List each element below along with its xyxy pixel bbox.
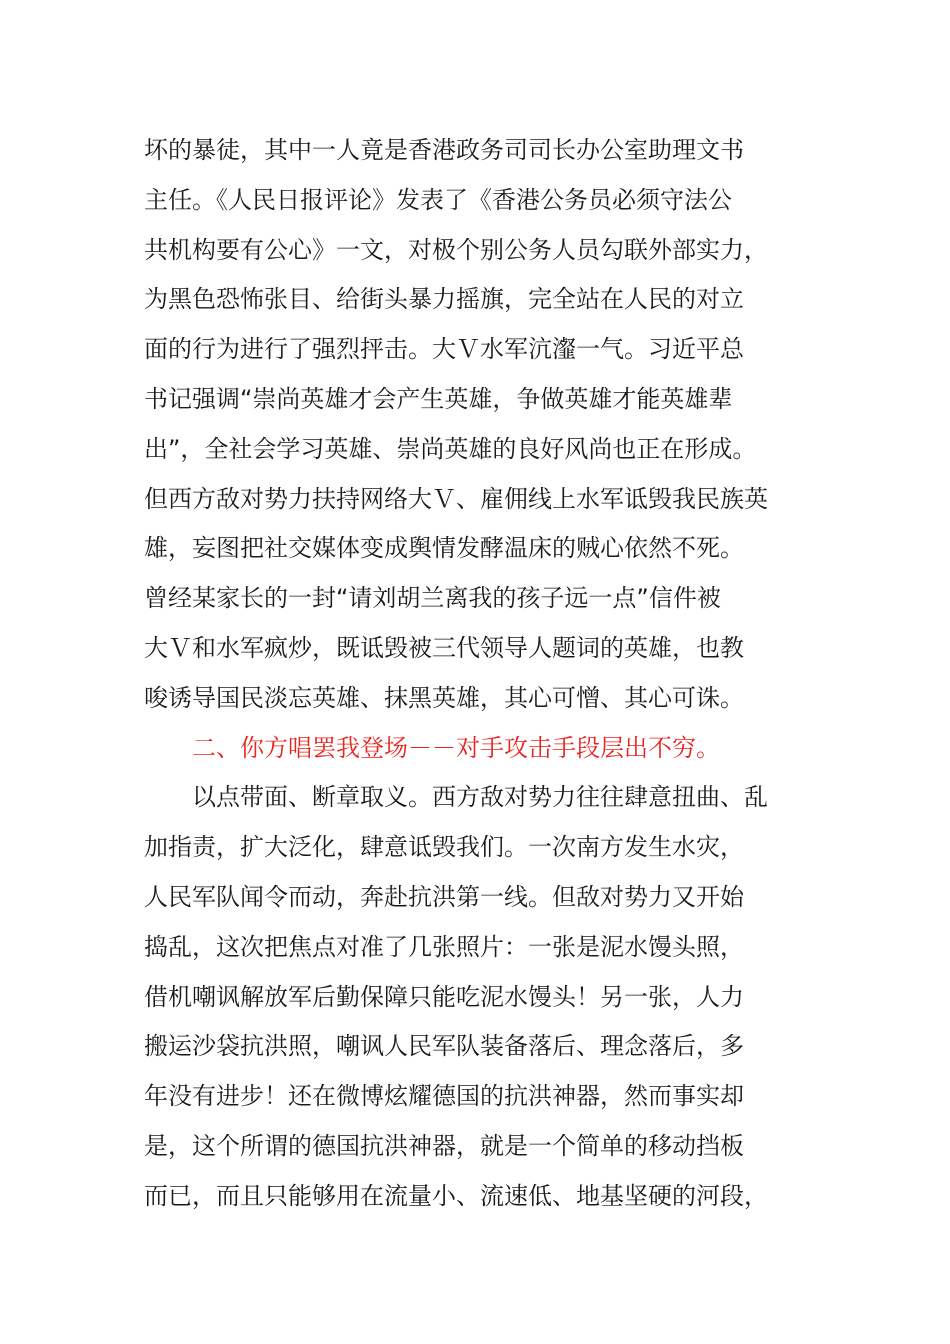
text-line: 大Ｖ和水军疯炒，既诋毁被三代领导人题词的英雄，也教: [144, 633, 744, 662]
text-line: 主任。《人民日报评论》发表了《香港公务员必须守法公: [144, 185, 732, 214]
text-line: 出”，全社会学习英雄、崇尚英雄的良好风尚也正在形成。: [144, 434, 757, 463]
section-heading: 二、你方唱罢我登场－－对手攻击手段层出不穷。: [192, 733, 720, 762]
text-line: 坏的暴徒，其中一人竟是香港政务司司长办公室助理文书: [144, 136, 744, 164]
text-line: 唆诱导国民淡忘英雄、抹黑英雄，其心可憎、其心可诛。: [144, 683, 744, 712]
text-line: 搬运沙袋抗洪照，嘲讽人民军队装备落后、理念落后，多: [144, 1032, 744, 1061]
text-line: 是，这个所谓的德国抗洪神器，就是一个简单的移动挡板: [144, 1131, 744, 1160]
text-line: 借机嘲讽解放军后勤保障只能吃泥水馒头！另一张，人力: [144, 982, 744, 1011]
text-line: 但西方敌对势力扶持网络大Ｖ、雇佣线上水军诋毁我民族英: [144, 484, 768, 513]
text-line: 加指责，扩大泛化，肆意诋毁我们。一次南方发生水灾，: [144, 833, 744, 862]
text-line: 为黑色恐怖张目、给街头暴力摇旗，完全站在人民的对立: [144, 285, 744, 314]
text-line: 人民军队闻令而动，奔赴抗洪第一线。但敌对势力又开始: [144, 882, 744, 911]
text-line: 曾经某家长的一封“请刘胡兰离我的孩子远一点”信件被: [144, 584, 721, 613]
paragraph-first-line: 以点带面、断章取义。西方敌对势力往往肆意扭曲、乱: [192, 783, 768, 812]
text-line: 而已，而且只能够用在流量小、流速低、地基坚硬的河段，: [144, 1181, 768, 1210]
text-line: 年没有进步！还在微博炫耀德国的抗洪神器，然而事实却: [144, 1082, 744, 1111]
document-body: [144, 126, 814, 1222]
text-line: 共机构要有公心》一文，对极个别公务人员勾联外部实力，: [144, 235, 768, 264]
text-line: 面的行为进行了强烈抨击。大Ｖ水军沆瀣一气。习近平总: [144, 335, 744, 364]
text-line: 书记强调“崇尚英雄才会产生英雄，争做英雄才能英雄辈: [144, 384, 733, 413]
text-line: 捣乱，这次把焦点对准了几张照片：一张是泥水馒头照，: [144, 932, 744, 961]
text-line: 雄，妄图把社交媒体变成舆情发酵温床的贼心依然不死。: [144, 534, 744, 563]
